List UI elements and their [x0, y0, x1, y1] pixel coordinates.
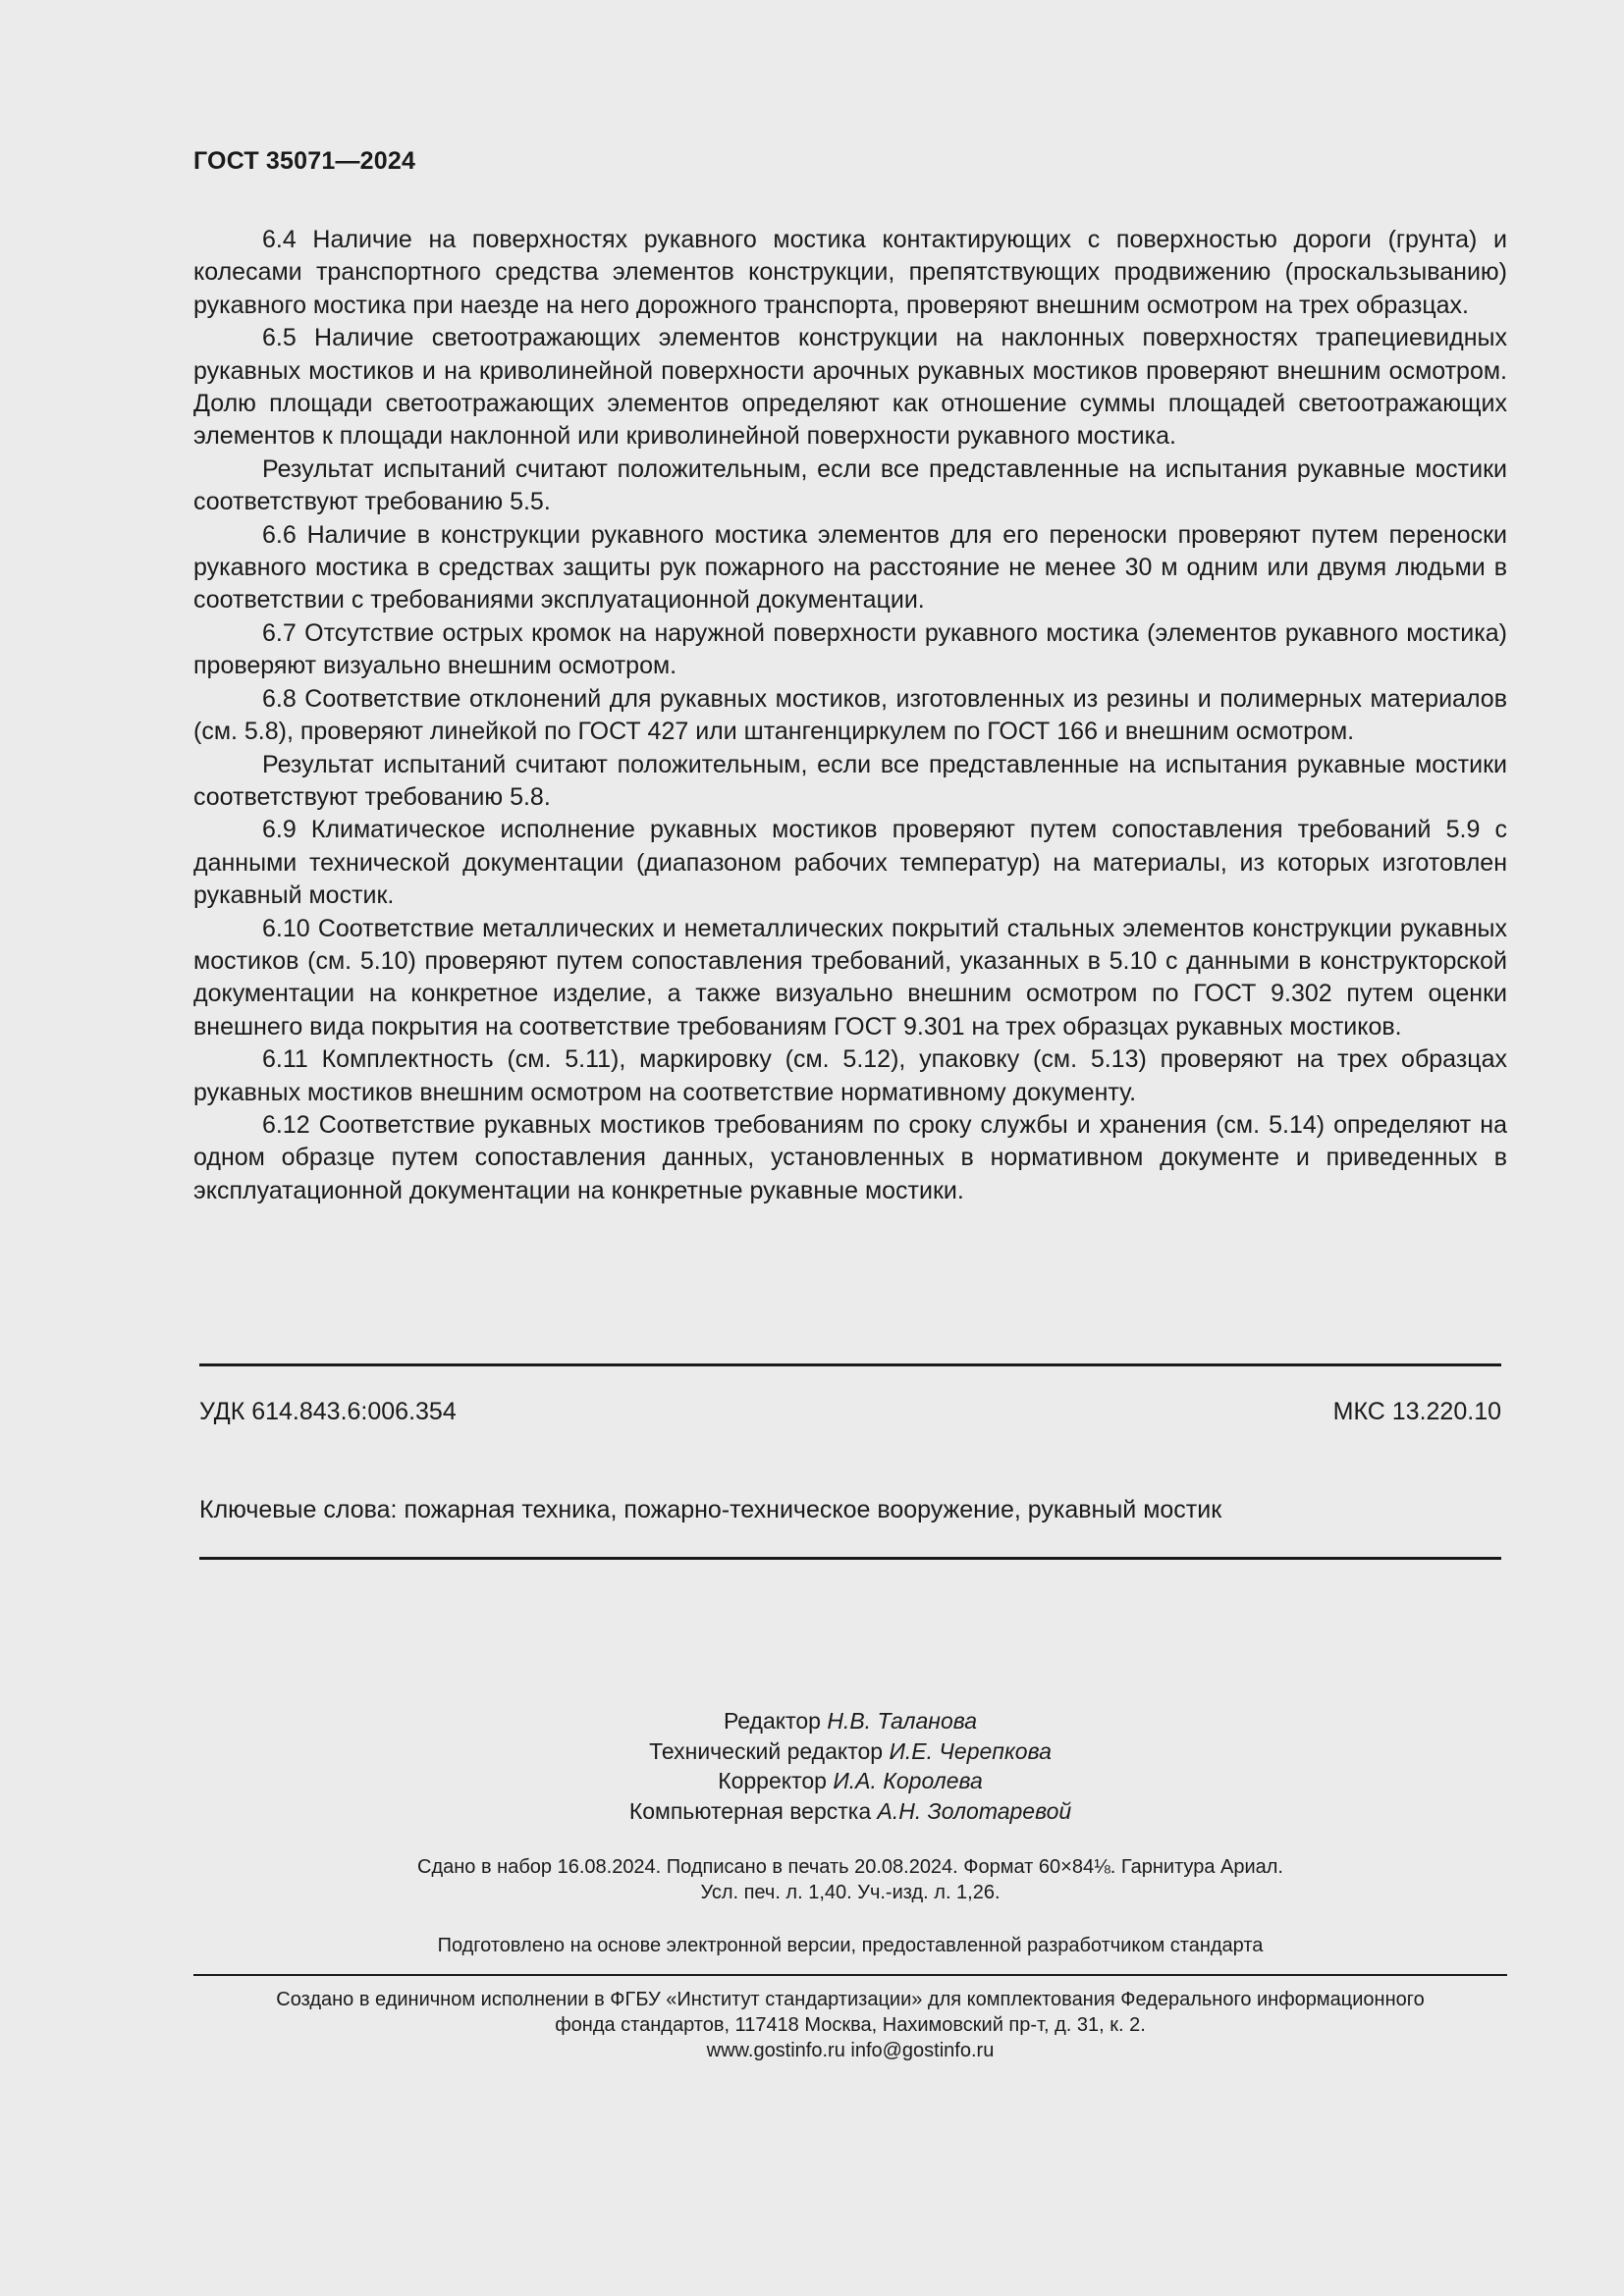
- standard-header: ГОСТ 35071—2024: [193, 147, 416, 175]
- imprint: [193, 1854, 1507, 1905]
- credit-line: [193, 1796, 1507, 1827]
- credit-name: И.Е. Черепкова: [889, 1737, 1052, 1764]
- body-text: [193, 224, 1507, 1207]
- footer-line: фонда стандартов, 117418 Москва, Нахимовский пр-т, д. 31, к. 2.: [555, 2014, 1146, 2036]
- paragraph-6-10: 6.10 Соответствие металлических и неметаллических покрытий стальных элементов конструкции рукавных мостиков (см. 5.10) проверяют путем сопоставления требований, указанных в 5.10 с данными в конструкторской документации на конкретное изделие, а также визуально внешним осмотром по ГОСТ 9.302 путем оценки внешнего вида покрытия на соответствие требованиям ГОСТ 9.301 на трех образцах рукавных мостиков.: [193, 914, 1507, 1041]
- paragraph-6-8: 6.8 Соответствие отклонений для рукавных мостиков, изготовленных из резины и полимерных материалов (см. 5.8), проверяют линейкой по ГОСТ 427 или штангенциркулем по ГОСТ 166 и внешним осмотром.: [193, 684, 1507, 746]
- paragraph-6-8-result: Результат испытаний считают положительным, если все представленные на испытания рукавные мостики соответствуют требованию 5.8.: [193, 750, 1507, 811]
- keywords: Ключевые слова: пожарная техника, пожарно-техническое вооружение, рукавный мостик: [199, 1496, 1222, 1523]
- paragraph-6-6: 6.6 Наличие в конструкции рукавного мостика элементов для его переноски проверяют путем переноски рукавного мостика в средствах защиты рук пожарного на расстояние не менее 30 м одним или двумя людьми в соответствии с требованиями эксплуатационной документации.: [193, 520, 1507, 614]
- credit-role: Компьютерная верстка: [628, 1797, 872, 1824]
- credit-role: Редактор: [723, 1708, 821, 1734]
- paragraph-6-9: 6.9 Климатическое исполнение рукавных мостиков проверяют путем сопоставления требований 5.9 с данными технической документации (диапазоном рабочих температур) на материалы, из которых изготовлен рукавный мостик.: [193, 816, 1507, 910]
- credit-name: И.А. Королева: [833, 1768, 983, 1793]
- paragraph-6-11: 6.11 Комплектность (см. 5.11), маркировку (см. 5.12), упаковку (см. 5.13) проверяют на трех образцах рукавных мостиков внешним осмотром на соответствие нормативному документу.: [193, 1045, 1507, 1106]
- prepared-note: Подготовлено на основе электронной версии, предоставленной разработчиком стандарта: [437, 1935, 1264, 1956]
- imprint-line: Сдано в набор 16.08.2024. Подписано в печать 20.08.2024. Формат 60×84⅛. Гарнитура Ариал.: [417, 1856, 1283, 1878]
- paragraph-6-5: 6.5 Наличие светоотражающих элементов конструкции на наклонных поверхностях трапециевидных рукавных мостиков и на криволинейной поверхности арочных рукавных мостиков проверяют внешним осмотром. Долю площади светоотражающих элементов определяют как отношение суммы площадей светоотражающих элементов к площади наклонной или криволинейной поверхности рукавного мостика.: [193, 324, 1507, 451]
- credit-role: Корректор: [718, 1768, 827, 1793]
- paragraph-6-7: 6.7 Отсутствие острых кромок на наружной поверхности рукавного мостика (элементов рукавного мостика) проверяют визуально внешним осмотром.: [193, 618, 1507, 680]
- credit-role: Технический редактор: [649, 1737, 884, 1764]
- divider-bottom: [199, 1557, 1501, 1560]
- paragraph-6-5-result: Результат испытаний считают положительным, если все представленные на испытания рукавные мостики соответствуют требованию 5.5.: [193, 454, 1507, 516]
- footer-contacts: www.gostinfo.ru info@gostinfo.ru: [706, 2040, 995, 2061]
- credit-line: [193, 1706, 1507, 1736]
- credit-line: [193, 1736, 1507, 1767]
- credit-name: Н.В. Таланова: [827, 1708, 978, 1734]
- imprint-line: Усл. печ. л. 1,40. Уч.-изд. л. 1,26.: [700, 1882, 1001, 1903]
- udk-code: УДК 614.843.6:006.354: [199, 1398, 457, 1425]
- paragraph-6-12: 6.12 Соответствие рукавных мостиков требованиям по сроку службы и хранения (см. 5.14) определяют на одном образце путем сопоставления данных, установленных в нормативном документе и приведенных в эксплуатационной документации на конкретные рукавные мостики.: [193, 1110, 1507, 1204]
- credits: [193, 1706, 1507, 1826]
- paragraph-6-4: 6.4 Наличие на поверхностях рукавного мостика контактирующих с поверхностью дороги (грунта) и колесами транспортного средства элементов конструкции, препятствующих продвижению (проскальзыванию) рукавного мостика при наезде на него дорожного транспорта, проверяют внешним осмотром на трех образцах.: [193, 226, 1507, 319]
- publisher-footer: [193, 1987, 1507, 2063]
- mks-code: МКС 13.220.10: [1332, 1398, 1501, 1425]
- footer-line: Создано в единичном исполнении в ФГБУ «Институт стандартизации» для комплектования Федерального информационного: [276, 1989, 1425, 2010]
- classification-row: [199, 1398, 1501, 1426]
- footer-divider: [193, 1974, 1507, 1976]
- divider-top: [199, 1363, 1501, 1366]
- credit-name: А.Н. Золотаревой: [877, 1797, 1072, 1824]
- credit-line: [193, 1766, 1507, 1796]
